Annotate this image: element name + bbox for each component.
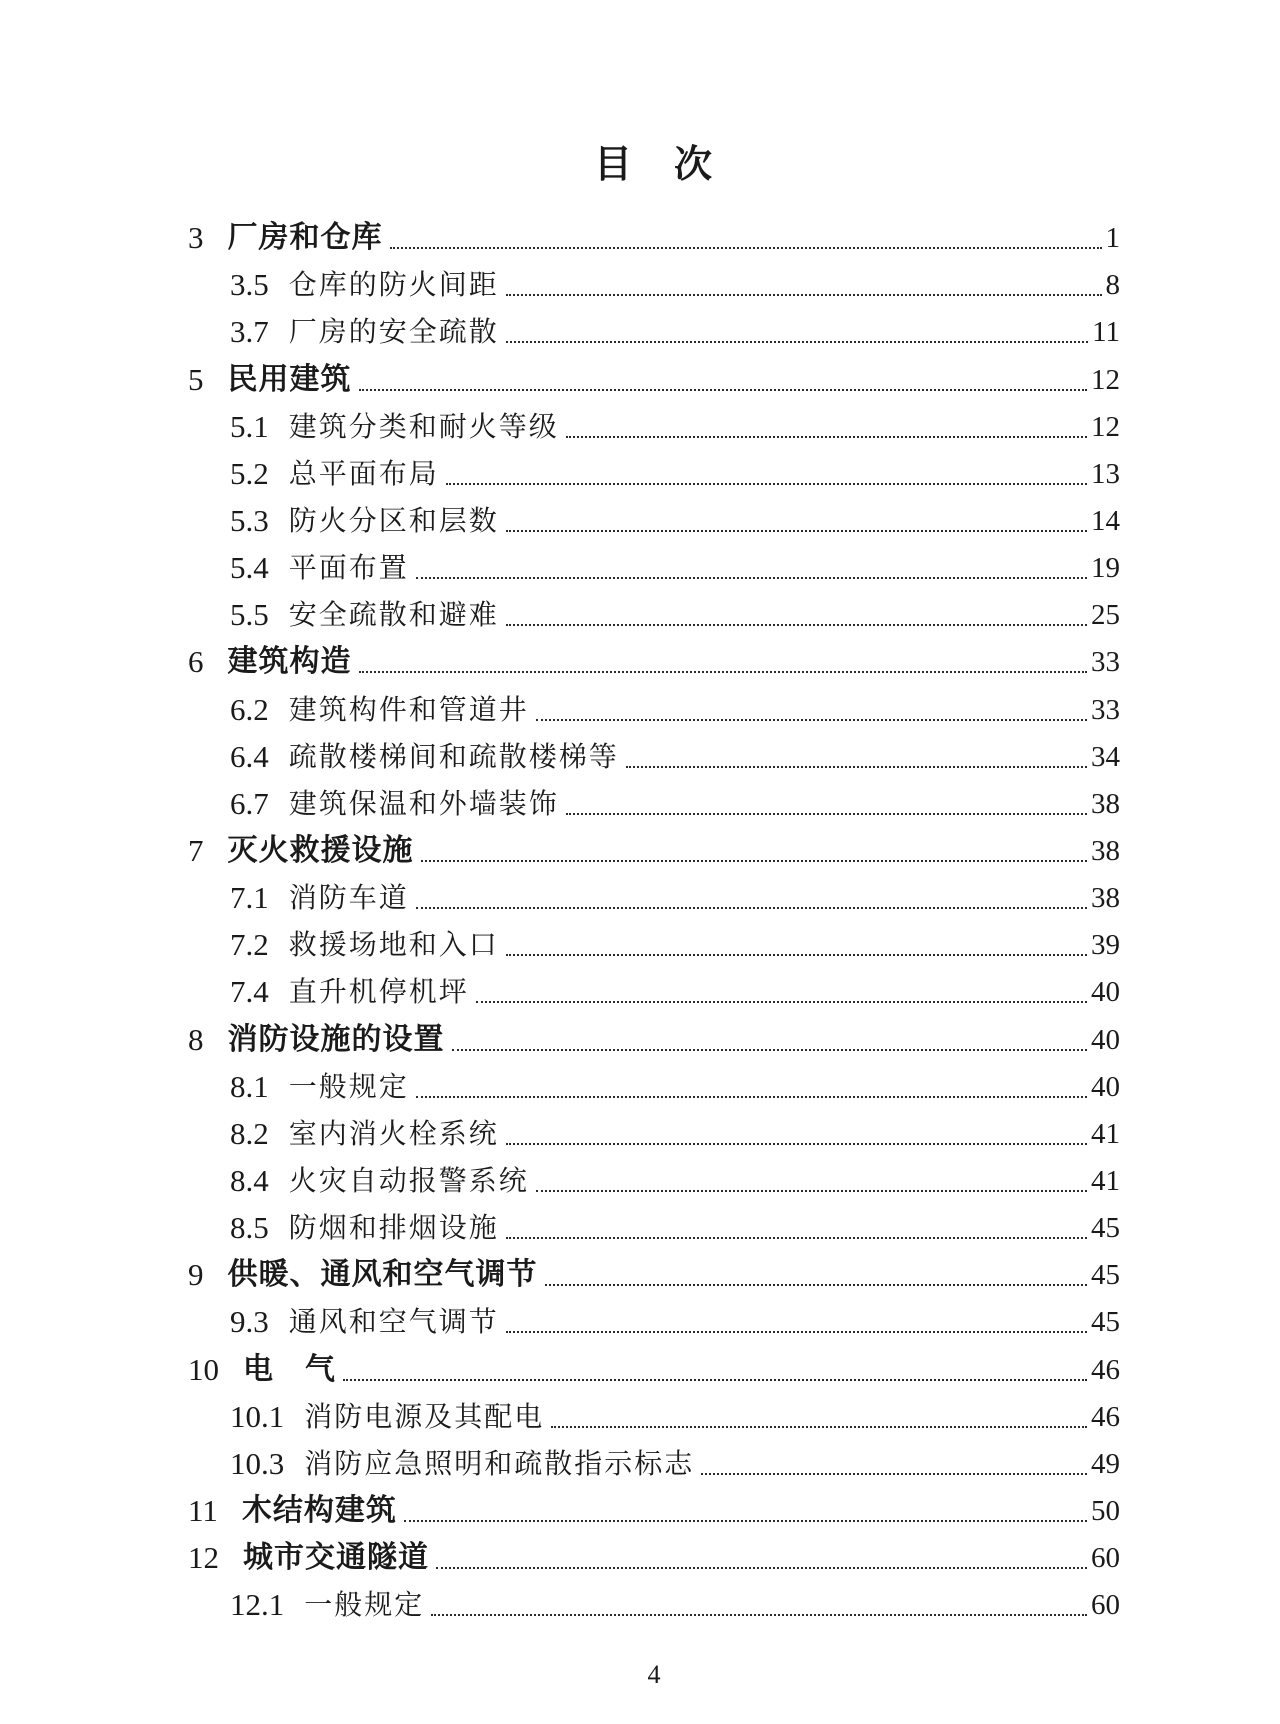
entry-number: 8.4	[230, 1162, 269, 1198]
entry-number: 5	[188, 361, 204, 397]
leader-dots	[436, 1567, 1087, 1569]
leader-dots	[506, 530, 1087, 532]
table-of-contents	[188, 212, 1120, 1626]
leader-dots	[566, 436, 1087, 438]
entry-title: 防烟和排烟设施	[288, 1213, 499, 1245]
toc-entry	[188, 1438, 1120, 1485]
leader-dots	[416, 577, 1087, 579]
entry-title: 疏散楼梯间和疏散楼梯等	[288, 741, 619, 773]
leader-dots	[506, 1237, 1087, 1239]
entry-page-number: 45	[1091, 1212, 1120, 1245]
entry-number: 10.1	[230, 1398, 285, 1434]
leader-dots	[506, 624, 1087, 626]
toc-entry	[188, 1343, 1120, 1390]
entry-page-number: 40	[1091, 976, 1120, 1009]
entry-number: 10	[188, 1351, 219, 1387]
entry-page-number: 45	[1091, 1306, 1120, 1339]
toc-entry	[188, 259, 1120, 306]
toc-entry	[188, 778, 1120, 825]
entry-number: 8.2	[230, 1115, 269, 1151]
toc-entry	[188, 589, 1120, 636]
entry-number: 5.5	[230, 597, 269, 633]
entry-title: 直升机停机坪	[288, 977, 469, 1009]
entry-page-number: 8	[1105, 269, 1120, 302]
leader-dots	[566, 813, 1087, 815]
entry-number: 5.1	[230, 408, 269, 444]
entry-page-number: 12	[1091, 410, 1120, 443]
leader-dots	[506, 294, 1102, 296]
entry-number: 6.7	[230, 785, 269, 821]
leader-dots	[551, 1426, 1087, 1428]
entry-number: 11	[188, 1492, 218, 1528]
leader-dots	[536, 1190, 1087, 1192]
page-title: 目 次	[593, 144, 714, 186]
entry-title: 通风和空气调节	[288, 1307, 499, 1339]
leader-dots	[476, 1001, 1087, 1003]
entry-number: 3	[188, 220, 204, 256]
entry-title: 民用建筑	[227, 362, 352, 396]
toc-entry	[188, 966, 1120, 1013]
toc-entry	[188, 1108, 1120, 1155]
entry-number: 9	[188, 1257, 204, 1293]
page-number-footer: 4	[647, 1660, 661, 1689]
entry-title: 总平面布局	[288, 458, 439, 490]
toc-entry	[188, 495, 1120, 542]
leader-dots	[506, 341, 1088, 343]
entry-title: 建筑保温和外墙装饰	[288, 788, 559, 820]
entry-number: 7.4	[230, 974, 269, 1010]
entry-number: 5.2	[230, 455, 269, 491]
entry-number: 6.2	[230, 691, 269, 727]
leader-dots	[506, 1331, 1087, 1333]
entry-page-number: 39	[1091, 929, 1120, 962]
entry-page-number: 12	[1091, 363, 1120, 396]
entry-number: 7.1	[230, 880, 269, 916]
toc-entry	[188, 212, 1120, 259]
entry-page-number: 14	[1091, 504, 1120, 537]
entry-number: 6	[188, 644, 204, 680]
entry-page-number: 38	[1091, 834, 1120, 867]
entry-title: 救援场地和入口	[288, 930, 499, 962]
leader-dots	[416, 907, 1087, 909]
entry-title: 城市交通隧道	[243, 1541, 429, 1575]
entry-title: 一般规定	[304, 1590, 425, 1622]
leader-dots	[626, 766, 1087, 768]
leader-dots	[536, 719, 1087, 721]
entry-title: 厂房和仓库	[227, 221, 383, 255]
toc-entry	[188, 1202, 1120, 1249]
entry-page-number: 60	[1091, 1589, 1120, 1622]
leader-dots	[343, 1379, 1087, 1381]
leader-dots	[359, 389, 1088, 391]
toc-entry	[188, 1249, 1120, 1296]
leader-dots	[701, 1473, 1087, 1475]
entry-title: 火灾自动报警系统	[288, 1165, 529, 1197]
entry-page-number: 33	[1091, 693, 1120, 726]
entry-page-number: 50	[1091, 1494, 1120, 1527]
toc-entry	[188, 825, 1120, 872]
entry-number: 5.3	[230, 502, 269, 538]
entry-page-number: 13	[1091, 457, 1120, 490]
entry-page-number: 41	[1091, 1117, 1120, 1150]
entry-number: 3.7	[230, 314, 269, 350]
entry-number: 3.5	[230, 267, 269, 303]
toc-entry	[188, 1061, 1120, 1108]
entry-number: 8	[188, 1021, 204, 1057]
toc-entry	[188, 448, 1120, 495]
entry-title: 安全疏散和避难	[288, 600, 499, 632]
entry-number: 5.4	[230, 550, 269, 586]
leader-dots	[545, 1284, 1088, 1286]
toc-entry	[188, 353, 1120, 400]
entry-page-number: 11	[1092, 316, 1120, 349]
entry-number: 12	[188, 1540, 219, 1576]
toc-entry	[188, 306, 1120, 353]
toc-entry	[188, 401, 1120, 448]
entry-page-number: 25	[1091, 599, 1120, 632]
entry-number: 12.1	[230, 1587, 285, 1623]
leader-dots	[359, 671, 1088, 673]
toc-entry	[188, 1013, 1120, 1060]
leader-dots	[421, 860, 1088, 862]
entry-number: 7	[188, 832, 204, 868]
entry-number: 8.5	[230, 1210, 269, 1246]
leader-dots	[404, 1520, 1087, 1522]
entry-page-number: 38	[1091, 882, 1120, 915]
entry-number: 6.4	[230, 738, 269, 774]
entry-page-number: 49	[1091, 1447, 1120, 1480]
toc-entry	[188, 731, 1120, 778]
leader-dots	[506, 954, 1087, 956]
entry-title: 供暖、通风和空气调节	[227, 1258, 538, 1292]
entry-title: 建筑分类和耐火等级	[288, 411, 559, 443]
entry-page-number: 46	[1091, 1353, 1120, 1386]
entry-title: 木结构建筑	[241, 1493, 397, 1527]
entry-title: 厂房的安全疏散	[288, 317, 499, 349]
leader-dots	[431, 1614, 1087, 1616]
entry-page-number: 1	[1105, 222, 1120, 255]
entry-page-number: 45	[1091, 1259, 1120, 1292]
entry-page-number: 60	[1091, 1542, 1120, 1575]
entry-page-number: 34	[1091, 740, 1120, 773]
entry-page-number: 33	[1091, 646, 1120, 679]
toc-entry	[188, 1579, 1120, 1626]
entry-page-number: 19	[1091, 552, 1120, 585]
entry-title: 建筑构件和管道井	[288, 694, 529, 726]
toc-entry	[188, 683, 1120, 730]
entry-title: 仓库的防火间距	[288, 270, 499, 302]
toc-entry	[188, 1155, 1120, 1202]
entry-number: 7.2	[230, 927, 269, 963]
entry-title: 消防电源及其配电	[304, 1401, 545, 1433]
toc-entry	[188, 1485, 1120, 1532]
leader-dots	[390, 247, 1102, 249]
entry-title: 消防应急照明和疏散指示标志	[304, 1448, 695, 1480]
toc-entry	[188, 542, 1120, 589]
entry-title: 一般规定	[288, 1071, 409, 1103]
entry-page-number: 46	[1091, 1400, 1120, 1433]
entry-title: 电 气	[243, 1352, 336, 1386]
entry-page-number: 41	[1091, 1164, 1120, 1197]
toc-entry	[188, 636, 1120, 683]
entry-number: 8.1	[230, 1068, 269, 1104]
entry-title: 消防车道	[288, 883, 409, 915]
toc-entry	[188, 1532, 1120, 1579]
entry-title: 灭火救援设施	[227, 833, 414, 867]
toc-entry	[188, 872, 1120, 919]
leader-dots	[446, 483, 1087, 485]
toc-entry	[188, 1296, 1120, 1343]
toc-entry	[188, 919, 1120, 966]
entry-page-number: 38	[1091, 787, 1120, 820]
entry-title: 平面布置	[288, 553, 409, 585]
entry-number: 10.3	[230, 1445, 285, 1481]
leader-dots	[452, 1049, 1088, 1051]
entry-page-number: 40	[1091, 1070, 1120, 1103]
toc-entry	[188, 1391, 1120, 1438]
leader-dots	[506, 1143, 1087, 1145]
entry-title: 建筑构造	[227, 645, 352, 679]
entry-page-number: 40	[1091, 1023, 1120, 1056]
leader-dots	[416, 1096, 1087, 1098]
entry-title: 防火分区和层数	[288, 505, 499, 537]
entry-number: 9.3	[230, 1304, 269, 1340]
entry-title: 消防设施的设置	[227, 1022, 445, 1056]
entry-title: 室内消火栓系统	[288, 1118, 499, 1150]
